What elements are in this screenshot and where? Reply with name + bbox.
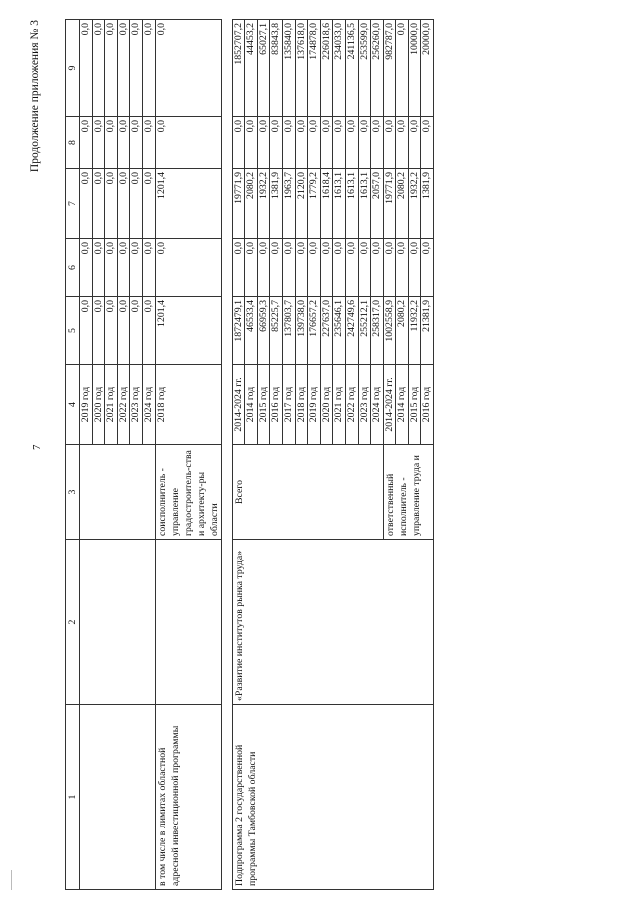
col-header: 2 — [66, 540, 80, 705]
value-cell: 0,0 — [142, 117, 155, 169]
value-cell: 176657,2 — [308, 297, 321, 365]
year-cell: 2019 год — [308, 365, 321, 445]
value-cell: 0,0 — [130, 20, 143, 117]
value-cell: 0,0 — [232, 117, 245, 169]
value-cell: 0,0 — [80, 20, 93, 117]
value-cell: 0,0 — [270, 117, 283, 169]
value-cell: 0,0 — [358, 117, 371, 169]
value-cell: 46533,4 — [245, 297, 258, 365]
value-cell: 66959,3 — [257, 297, 270, 365]
value-cell: 0,0 — [142, 239, 155, 297]
value-cell: 0,0 — [232, 239, 245, 297]
value-cell: 0,0 — [396, 20, 409, 117]
value-cell: 1613,1 — [333, 169, 346, 239]
spacer-row — [221, 20, 232, 890]
value-cell: 2080,2 — [396, 169, 409, 239]
value-cell: 0,0 — [320, 239, 333, 297]
empty-cell — [221, 297, 232, 365]
col-header: 7 — [66, 169, 80, 239]
value-cell: 0,0 — [282, 239, 295, 297]
value-cell: 0,0 — [408, 117, 421, 169]
year-cell: 2024 год — [142, 365, 155, 445]
value-cell: 1381,9 — [270, 169, 283, 239]
value-cell: 11932,2 — [408, 297, 421, 365]
value-cell: 0,0 — [358, 239, 371, 297]
empty-cell — [221, 445, 232, 540]
subprogram-label: Подпрограмма 2 государственной программы Тамбовской области — [232, 705, 434, 890]
empty-cell — [221, 365, 232, 445]
value-cell: 0,0 — [295, 239, 308, 297]
value-cell: 982787,0 — [383, 20, 396, 117]
value-cell: 0,0 — [117, 117, 130, 169]
year-cell: 2016 год — [421, 365, 434, 445]
value-cell: 0,0 — [421, 117, 434, 169]
table-row — [80, 20, 93, 890]
value-cell: 0,0 — [155, 239, 221, 297]
year-cell: 2023 год — [358, 365, 371, 445]
table-row — [232, 20, 245, 890]
co-executor-label: соисполнитель - управление градостроитель-ства и архитекту-ры области — [155, 445, 221, 540]
col-header: 5 — [66, 297, 80, 365]
value-cell: 0,0 — [257, 239, 270, 297]
value-cell: 234033,0 — [333, 20, 346, 117]
value-cell: 0,0 — [345, 117, 358, 169]
value-cell: 0,0 — [383, 239, 396, 297]
value-cell: 1932,2 — [408, 169, 421, 239]
value-cell: 0,0 — [333, 117, 346, 169]
scan-mark — [11, 870, 12, 890]
value-cell: 256260,0 — [371, 20, 384, 117]
page-number: 7 — [31, 444, 43, 450]
value-cell: 1932,2 — [257, 169, 270, 239]
value-cell: 0,0 — [92, 297, 105, 365]
value-cell: 1852707,2 — [232, 20, 245, 117]
value-cell: 226018,6 — [320, 20, 333, 117]
value-cell: 0,0 — [295, 117, 308, 169]
year-cell: 2015 год — [408, 365, 421, 445]
value-cell: 0,0 — [130, 297, 143, 365]
value-cell: 44453,2 — [245, 20, 258, 117]
financing-table — [65, 19, 434, 890]
empty-cell — [221, 169, 232, 239]
value-cell: 2120,0 — [295, 169, 308, 239]
value-cell: 1613,1 — [358, 169, 371, 239]
year-cell: 2022 год — [117, 365, 130, 445]
year-cell: 2014 год — [396, 365, 409, 445]
value-cell: 0,0 — [320, 117, 333, 169]
value-cell: 1963,7 — [282, 169, 295, 239]
value-cell: 20000,0 — [421, 20, 434, 117]
value-cell: 1872479,1 — [232, 297, 245, 365]
value-cell: 0,0 — [80, 169, 93, 239]
value-cell: 0,0 — [105, 239, 118, 297]
value-cell: 0,0 — [117, 169, 130, 239]
value-cell: 0,0 — [408, 239, 421, 297]
empty-cell — [80, 705, 156, 890]
value-cell: 0,0 — [130, 117, 143, 169]
year-cell: 2014 год — [245, 365, 258, 445]
year-cell: 2014-2024 гг. — [232, 365, 245, 445]
empty-cell — [221, 705, 232, 890]
value-cell: 1201,4 — [155, 169, 221, 239]
value-cell: 139738,0 — [295, 297, 308, 365]
value-cell: 1613,1 — [345, 169, 358, 239]
value-cell: 258317,0 — [371, 297, 384, 365]
year-cell: 2014-2024 гг. — [383, 365, 396, 445]
col-header: 8 — [66, 117, 80, 169]
value-cell: 0,0 — [117, 297, 130, 365]
value-cell: 0,0 — [308, 117, 321, 169]
value-cell: 0,0 — [421, 239, 434, 297]
value-cell: 0,0 — [308, 239, 321, 297]
value-cell: 0,0 — [270, 239, 283, 297]
value-cell: 0,0 — [117, 239, 130, 297]
empty-cell — [221, 239, 232, 297]
value-cell: 242749,6 — [345, 297, 358, 365]
year-cell: 2015 год — [257, 365, 270, 445]
value-cell: 0,0 — [92, 20, 105, 117]
value-cell: 0,0 — [105, 169, 118, 239]
value-cell: 0,0 — [245, 239, 258, 297]
col-header: 3 — [66, 445, 80, 540]
value-cell: 241136,5 — [345, 20, 358, 117]
value-cell: 255212,1 — [358, 297, 371, 365]
value-cell: 0,0 — [383, 117, 396, 169]
value-cell: 0,0 — [80, 297, 93, 365]
value-cell: 0,0 — [155, 117, 221, 169]
year-cell: 2019 год — [80, 365, 93, 445]
rotated-page — [15, 20, 625, 890]
empty-cell — [221, 117, 232, 169]
value-cell: 0,0 — [371, 239, 384, 297]
value-cell: 137803,7 — [282, 297, 295, 365]
value-cell: 0,0 — [142, 297, 155, 365]
value-cell: 137618,0 — [295, 20, 308, 117]
year-cell: 2020 год — [320, 365, 333, 445]
empty-cell — [221, 20, 232, 117]
value-cell: 0,0 — [142, 20, 155, 117]
value-cell: 2080,2 — [245, 169, 258, 239]
value-cell: 0,0 — [130, 169, 143, 239]
value-cell: 1201,4 — [155, 297, 221, 365]
value-cell: 0,0 — [105, 117, 118, 169]
value-cell: 0,0 — [282, 117, 295, 169]
col-header: 4 — [66, 365, 80, 445]
row-label-aip: в том числе в лимитах областной адресной инвестиционной программы — [155, 705, 221, 890]
empty-cell — [155, 540, 221, 705]
value-cell: 1002558,9 — [383, 297, 396, 365]
subprogram-name: «Развитие институтов рынка труда» — [232, 540, 434, 705]
value-cell: 83843,8 — [270, 20, 283, 117]
value-cell: 135840,0 — [282, 20, 295, 117]
value-cell: 235646,1 — [333, 297, 346, 365]
year-cell: 2018 год — [155, 365, 221, 445]
value-cell: 0,0 — [105, 297, 118, 365]
value-cell: 19771,9 — [383, 169, 396, 239]
value-cell: 2057,0 — [371, 169, 384, 239]
year-cell: 2017 год — [282, 365, 295, 445]
total-label: Всего — [232, 445, 383, 540]
value-cell: 0,0 — [396, 239, 409, 297]
empty-cell — [221, 540, 232, 705]
value-cell: 0,0 — [257, 117, 270, 169]
value-cell: 0,0 — [105, 20, 118, 117]
value-cell: 0,0 — [80, 117, 93, 169]
year-cell: 2021 год — [333, 365, 346, 445]
value-cell: 1779,2 — [308, 169, 321, 239]
col-header: 9 — [66, 20, 80, 117]
value-cell: 227637,0 — [320, 297, 333, 365]
year-cell: 2023 год — [130, 365, 143, 445]
value-cell: 0,0 — [345, 239, 358, 297]
value-cell: 0,0 — [92, 117, 105, 169]
col-header: 6 — [66, 239, 80, 297]
value-cell: 0,0 — [371, 117, 384, 169]
value-cell: 2080,2 — [396, 297, 409, 365]
value-cell: 1381,9 — [421, 169, 434, 239]
value-cell: 0,0 — [245, 117, 258, 169]
col-header: 1 — [66, 705, 80, 890]
empty-cell — [80, 445, 156, 540]
year-cell: 2016 год — [270, 365, 283, 445]
year-cell: 2024 год — [371, 365, 384, 445]
value-cell: 21381,9 — [421, 297, 434, 365]
value-cell: 1618,4 — [320, 169, 333, 239]
value-cell: 65027,1 — [257, 20, 270, 117]
value-cell: 0,0 — [130, 239, 143, 297]
value-cell: 0,0 — [155, 20, 221, 117]
header-row — [66, 20, 80, 890]
value-cell: 0,0 — [80, 239, 93, 297]
year-cell: 2021 год — [105, 365, 118, 445]
value-cell: 19771,9 — [232, 169, 245, 239]
year-cell: 2020 год — [92, 365, 105, 445]
value-cell: 0,0 — [117, 20, 130, 117]
value-cell: 0,0 — [142, 169, 155, 239]
value-cell: 85225,7 — [270, 297, 283, 365]
value-cell: 0,0 — [396, 117, 409, 169]
empty-cell — [80, 540, 156, 705]
value-cell: 253599,0 — [358, 20, 371, 117]
appendix-continuation-title: Продолжение приложения № 3 — [29, 20, 41, 173]
year-cell: 2018 год — [295, 365, 308, 445]
executor-label: ответственный исполнитель - управление труда и — [383, 445, 433, 540]
value-cell: 0,0 — [92, 239, 105, 297]
value-cell: 0,0 — [333, 239, 346, 297]
value-cell: 174878,0 — [308, 20, 321, 117]
value-cell: 10000,0 — [408, 20, 421, 117]
year-cell: 2022 год — [345, 365, 358, 445]
table-row — [155, 20, 221, 890]
value-cell: 0,0 — [92, 169, 105, 239]
